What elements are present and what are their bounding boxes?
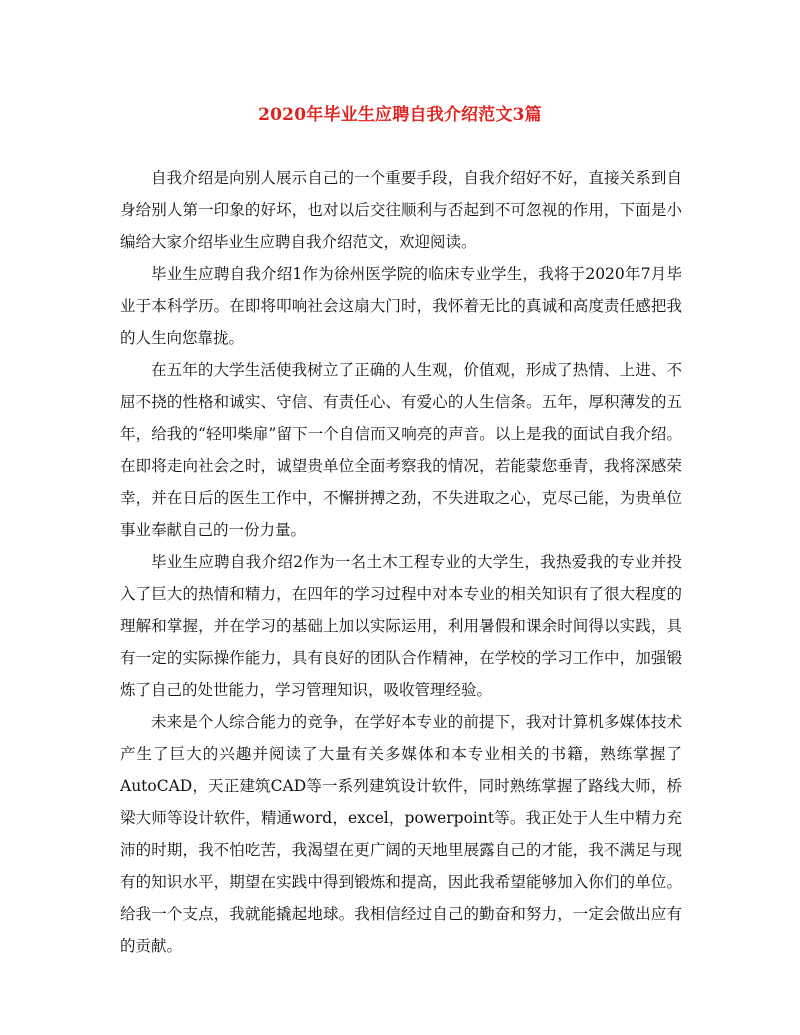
paragraph-intro-2: 毕业生应聘自我介绍2作为一名土木工程专业的大学生，我热爱我的专业并投入了巨大的热情和精力，在四年的学习过程中对本专业的相关知识有了很大程度的理解和掌握，并在学习的基础上加以实际运用，利用暑假和课余时间得以实践，具有一定的实际操作能力，具有良好的团队合作精神，在学校的学习工作中，加强锻炼了自己的处世能力，学习管理知识，吸收管理经验。 xyxy=(120,553,682,699)
document-title: 2020年毕业生应聘自我介绍范文3篇 xyxy=(258,105,542,125)
paragraph-values: 在五年的大学生活使我树立了正确的人生观，价值观，形成了热情、上进、不屈不挠的性格和诚实、守信、有责任心、有爱心的人生信条。五年，厚积薄发的五年，给我的“轻叩柴扉”留下一个自信而又响亮的声音。以上是我的面试自我介绍。在即将走向社会之时，诚望贵单位全面考察我的情况，若能蒙您垂青，我将深感荣幸，并在日后的医生工作中，不懈拼搏之劲，不失进取之心，克尽己能，为贵单位事业奉献自己的一份力量。 xyxy=(120,361,682,539)
paragraph-skills: 未来是个人综合能力的竞争，在学好本专业的前提下，我对计算机多媒体技术产生了巨大的兴趣并阅读了大量有关多媒体和本专业相关的书籍，熟练掌握了AutoCAD，天正建筑CAD等一系列建筑设计软件，同时熟练掌握了路线大师，桥梁大师等设计软件，精通word，excel，powerpoint等。我正处于人生中精力充沛的时期，我不怕吃苦，我渴望在更广阔的天地里展露自己的才能，我不满足与现有的知识水平，期望在实践中得到锻炼和提高，因此我希望能够加入你们的单位。给我一个支点，我就能撬起地球。我相信经过自己的勤奋和努力，一定会做出应有的贡献。 xyxy=(120,713,682,955)
paragraph-intro-1: 毕业生应聘自我介绍1作为徐州医学院的临床专业学生，我将于2020年7月毕业于本科学历。在即将叩响社会这扇大门时，我怀着无比的真诚和高度责任感把我的人生向您靠拢。 xyxy=(120,265,682,347)
paragraph-intro: 自我介绍是向别人展示自己的一个重要手段，自我介绍好不好，直接关系到自身给别人第一印象的好坏，也对以后交往顺利与否起到不可忽视的作用，下面是小编给大家介绍毕业生应聘自我介绍范文，欢迎阅读。 xyxy=(120,169,682,251)
document-body xyxy=(120,162,682,962)
